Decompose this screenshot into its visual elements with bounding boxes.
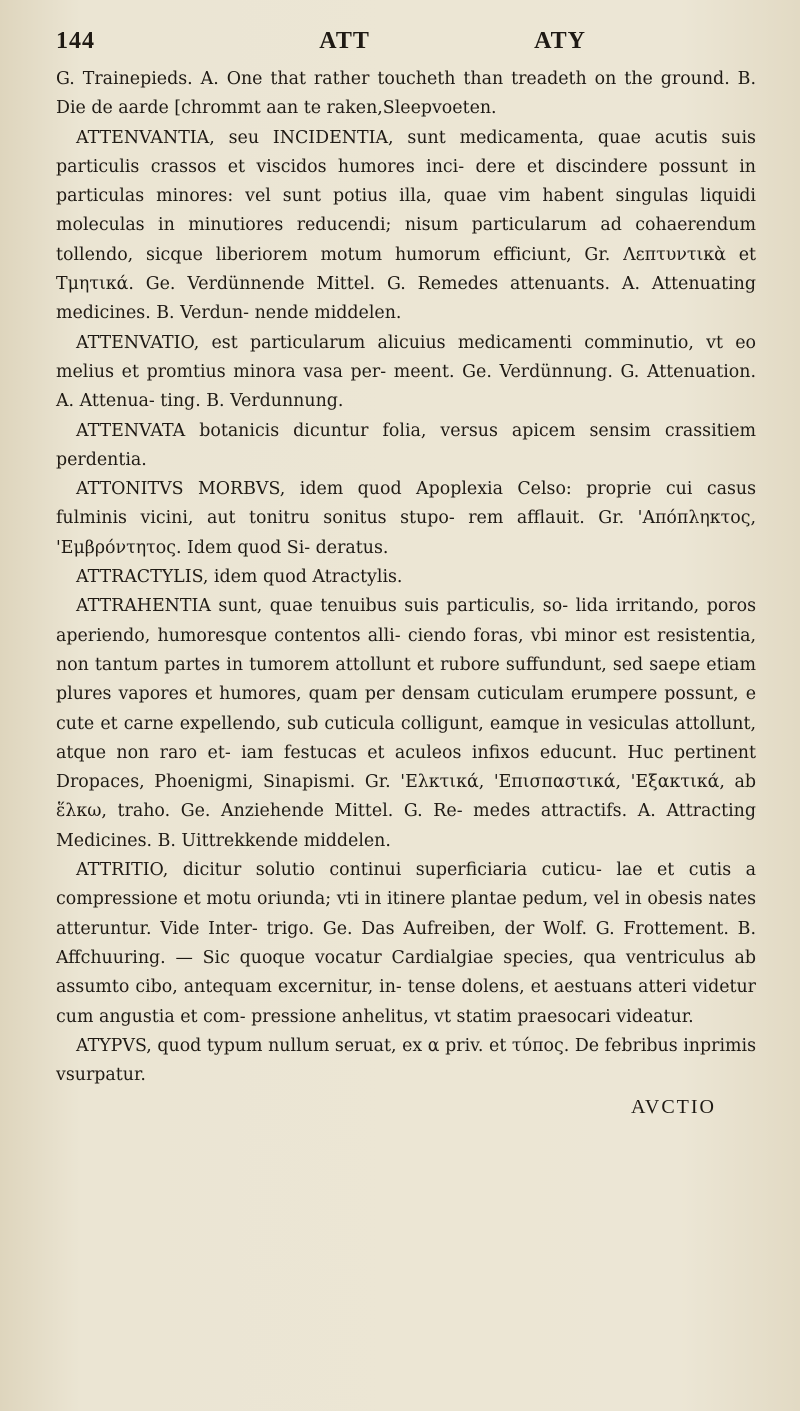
entry-attractylis: ATTRACTYLIS, idem quod Atractylis. — [76, 567, 403, 588]
running-header — [56, 28, 756, 55]
entry-attonitvs-morbvs: ATTONITVS MORBVS, idem quod Apoplexia Celso: proprie cui casus fulminis vicini, aut tonitru sonitus stupo- rem afflauit. Gr. 'Απόπληκτος, 'Εμβρόντητος. Idem quod Si- deratus. — [56, 479, 756, 558]
entry-attenvatio: ATTENVATIO, est particularum alicuius medicamenti comminutio, vt eo melius et promtius minora vasa per- meent. Ge. Verdünnung. G. Attenuation. A. Attenua- ting. B. Verdunnung. — [56, 332, 756, 412]
entry-trainepieds-translation: G. Trainepieds. A. One that rather toucheth than treadeth on the ground. B. Die de aarde [chrommt aan te raken,Sleepvoeten. — [56, 69, 756, 119]
entry-attrahentia: ATTRAHENTIA sunt, quae tenuibus suis particulis, so- lida irritando, poros aperiendo, humoresque contentos alli- ciendo foras, vbi minor est resistentia, non tantum partes in tumorem attollunt et rubore suffundunt, sed saepe etiam plures vapores et humores, quam per densam cuticulam erumpere possunt, e cute et carne expellendo, sub cuticula colligunt, eamque in vesiculas attollunt, atque non raro et- iam festucas et aculeos infixos educunt. Huc pertinent Dropaces, Phoenigmi, Sinapismi. Gr. 'Ελκτικά, 'Επισπαστικά, 'Εξακτικά, ab ἕλκω, traho. Ge. Anziehende Mittel. G. Re- medes attractifs. A. Attracting Medicines. B. Uittrekkende middelen. — [56, 596, 756, 851]
left-running-head: ATT — [319, 28, 370, 54]
right-running-head: ATY — [534, 28, 586, 54]
entry-attenvantia: ATTENVANTIA, seu INCIDENTIA, sunt medicamenta, quae acutis suis particulis crassos et viscidos humores inci- dere et discindere possunt in particulas minores: vel sunt potius illa, quae vim habent singulas liquidi moleculas in minutiores reducendi; nisum particularum ad cohaerendum tollendo, sicque liberiorem motum humorum efficiunt, Gr. Λεπτυντικὰ et Τμητικά. Ge. Verdünnende Mittel. G. Remedes attenuants. A. Attenuating medicines. B. Verdun- nende middelen. — [56, 127, 756, 324]
entry-atypvs: ATYPVS, quod typum nullum seruat, ex α priv. et τύπος. De febribus inprimis vsurpatur. — [56, 1035, 756, 1086]
entry-attenvata: ATTENVATA botanicis dicuntur folia, versus apicem sensim crassitiem perdentia. — [56, 420, 756, 470]
page-number: 144 — [56, 28, 95, 54]
catchword: AVCTIO — [631, 1096, 716, 1119]
entry-attritio: ATTRITIO, dicitur solutio continui superficiaria cuticu- lae et cutis a compressione et motu oriunda; vti in itinere plantae pedum, vel in obesis nates atteruntur. Vide Inter- trigo. Ge. Das Aufreiben, der Wolf. G. Frottement. B. Affchuuring. — Sic quoque vocatur Cardialgiae species, qua ventriculus ab assumto cibo, antequam excernitur, in- tense dolens, et aestuans atteri videtur cum angustia et com- pressione anhelitus, vt statim praesocari videatur. — [56, 860, 756, 1027]
